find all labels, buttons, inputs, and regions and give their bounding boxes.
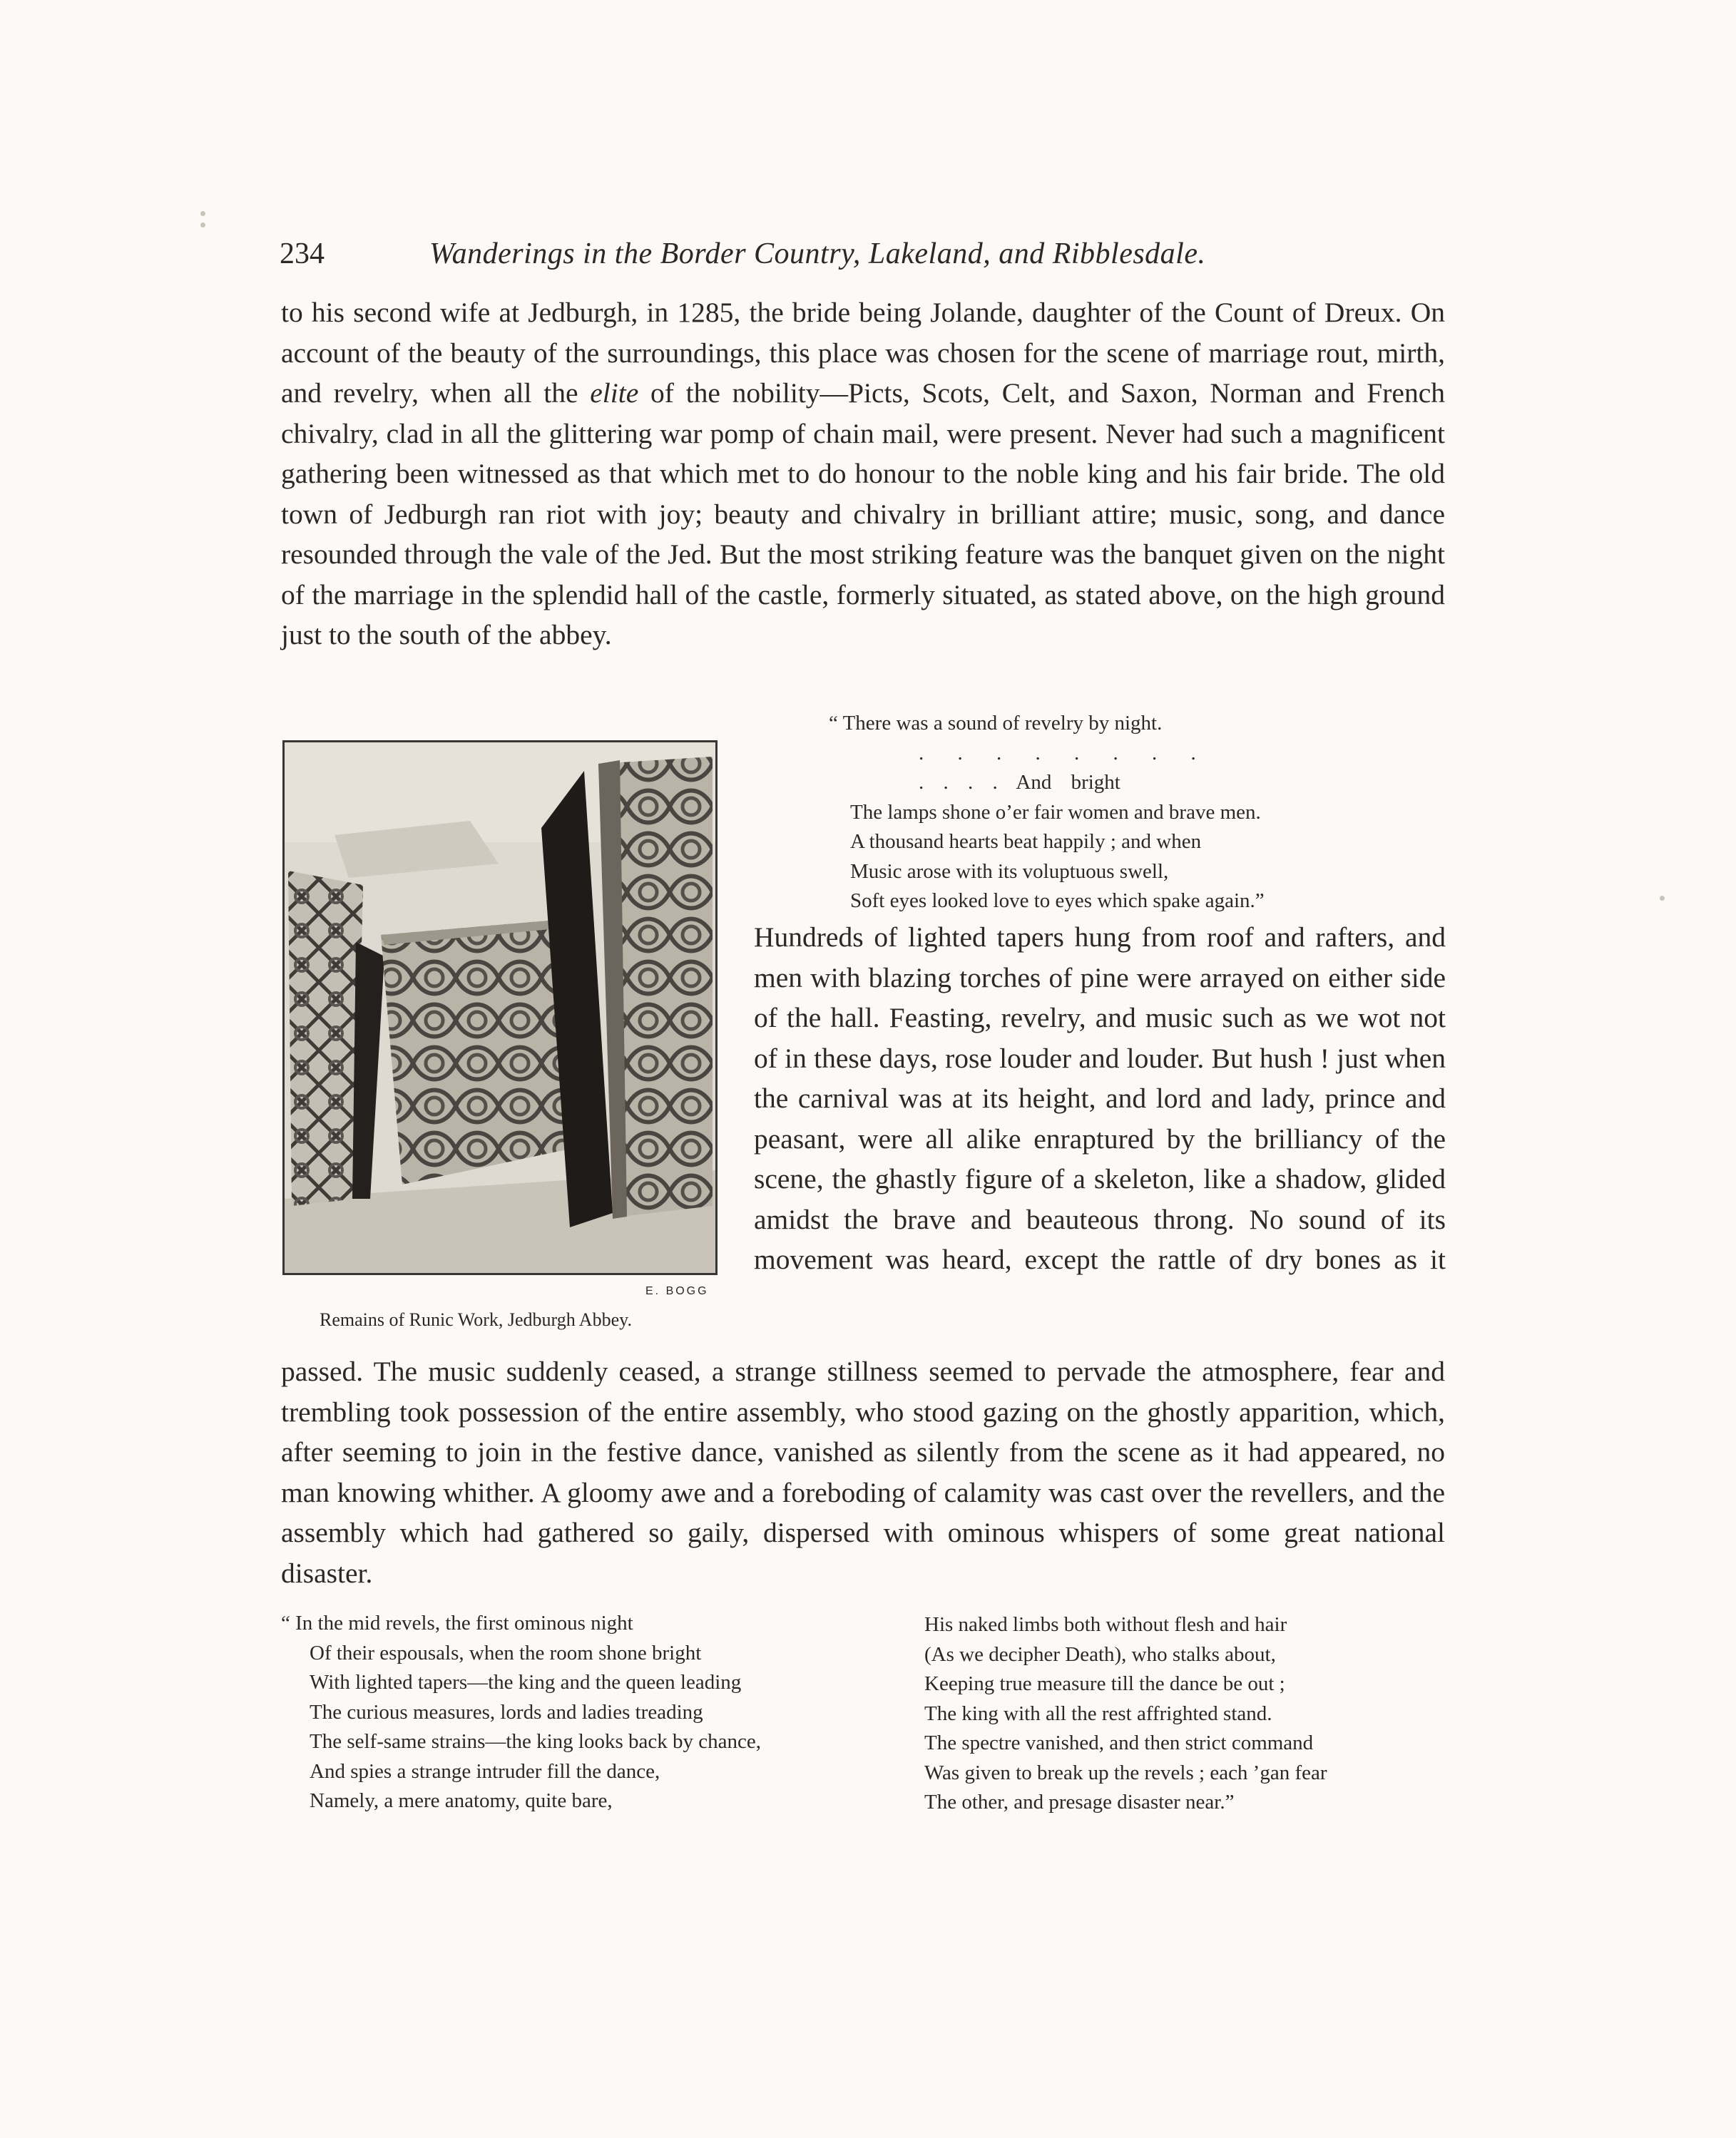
verse-line: A thousand hearts beat happily ; and when [850,830,1202,853]
verse-line: With lighted tapers—the king and the queen leading [310,1671,742,1694]
margin-mark [1660,896,1665,901]
verse-line: And spies a strange intruder fill the dance, [310,1759,660,1783]
verse-line: Namely, a mere anatomy, quite bare, [310,1789,613,1812]
paragraph-2-continuation: passed. The music suddenly ceased, a strange stillness seemed to pervade the atmosphere, fear and trembling took possession of the entire assembly, who stood gazing on the ghostly apparition, which, after seeming to join in the festive dance, vanished as silently from the scene as it had appeared, no man knowing whither. A gloomy awe and a foreboding of calamity was cast over the revellers, and the assembly which had gathered so gaily, dispersed with ominous whispers of some great national disaster. [281,1356,1445,1589]
paragraph-1 [281,292,1445,655]
verse-line: Soft eyes looked love to eyes which spake again.” [850,889,1265,912]
quote-ballad-left [281,1609,761,1816]
runic-work-photo [282,740,718,1275]
verse-ellipsis: . . . . . . . . [919,741,1210,764]
paragraph-1-rest: of the nobility—Picts, Scots, Celt, and Saxon, Norman and French chivalry, clad in all the glittering war pomp of chain mail, were present. Never had such a magnificent gathering been witnessed as that which met to do honour to the noble king and his fair bride. The old town of Jedburgh ran riot with joy; beauty and chivalry in brilliant attire; music, song, and dance resounded through the vale of the Jed. But the most striking feature was the banquet given on the night of the marriage in the splendid hall of the castle, formerly situated, as stated above, on the high ground just to the south of the abbey. [281,377,1445,650]
verse-line: Keeping true measure till the dance be out ; [924,1672,1285,1695]
margin-mark [200,211,205,216]
verse-line: Of their espousals, when the room shone bright [310,1641,702,1664]
verse-line: Music arose with its voluptuous swell, [850,859,1169,883]
figure-caption: Remains of Runic Work, Jedburgh Abbey. [320,1309,632,1330]
verse-line: “ There was a sound of revelry by night. [829,712,1163,735]
paragraph-1-lead: to his second wife at Jedburgh, in 1285, the bride being Jolande, daughter of the Count of Dreux. On account of the beauty of the surroundings, this place was chosen for the scene of marriage rout, mirth, and revelry, when all the [281,297,1445,409]
quote-byron [829,709,1265,916]
verse-line: The curious measures, lords and ladies treading [310,1700,703,1724]
page-header [280,237,1300,271]
verse-line: His naked limbs both without flesh and hair [924,1613,1287,1636]
page-number: 234 [280,237,325,270]
verse-line: The self-same strains—the king looks back by chance, [310,1730,761,1753]
paragraph-1-italic: elite [590,377,639,409]
verse-line: The other, and presage disaster near.” [924,1791,1235,1814]
image-credit: E. BOGG [645,1285,709,1297]
verse-line: The king with all the rest affrighted stand. [924,1702,1272,1725]
verse-line: “ In the mid revels, the first ominous night [281,1612,633,1635]
margin-mark [200,223,205,227]
runic-stones-illustration [285,742,715,1273]
verse-line: The spectre vanished, and then strict command [924,1732,1314,1754]
running-title: Wanderings in the Border Country, Lakeland, and Ribblesdale. [429,237,1206,270]
verse-line: (As we decipher Death), who stalks about, [924,1642,1276,1666]
verse-line: . . . . And bright [919,771,1120,794]
verse-line: The lamps shone o’er fair women and brave men. [850,800,1261,824]
paragraph-2-column: Hundreds of lighted tapers hung from roof and rafters, and men with blazing torches of pine were arrayed on either side of the hall. Feasting, revelry, and music such as we wot not of in these days, rose louder and louder. But hush ! just when the carnival was at its height, and lord and lady, prince and peasant, were all alike enraptured by the brilliancy of the scene, the ghastly figure of a skeleton, like a shadow, glided amidst the brave and beauteous throng. No sound of its movement was heard, except the rattle of dry bones as it [754,921,1446,1275]
quote-ballad-right [924,1610,1327,1818]
verse-line: Was given to break up the revels ; each ’gan fear [924,1761,1327,1784]
